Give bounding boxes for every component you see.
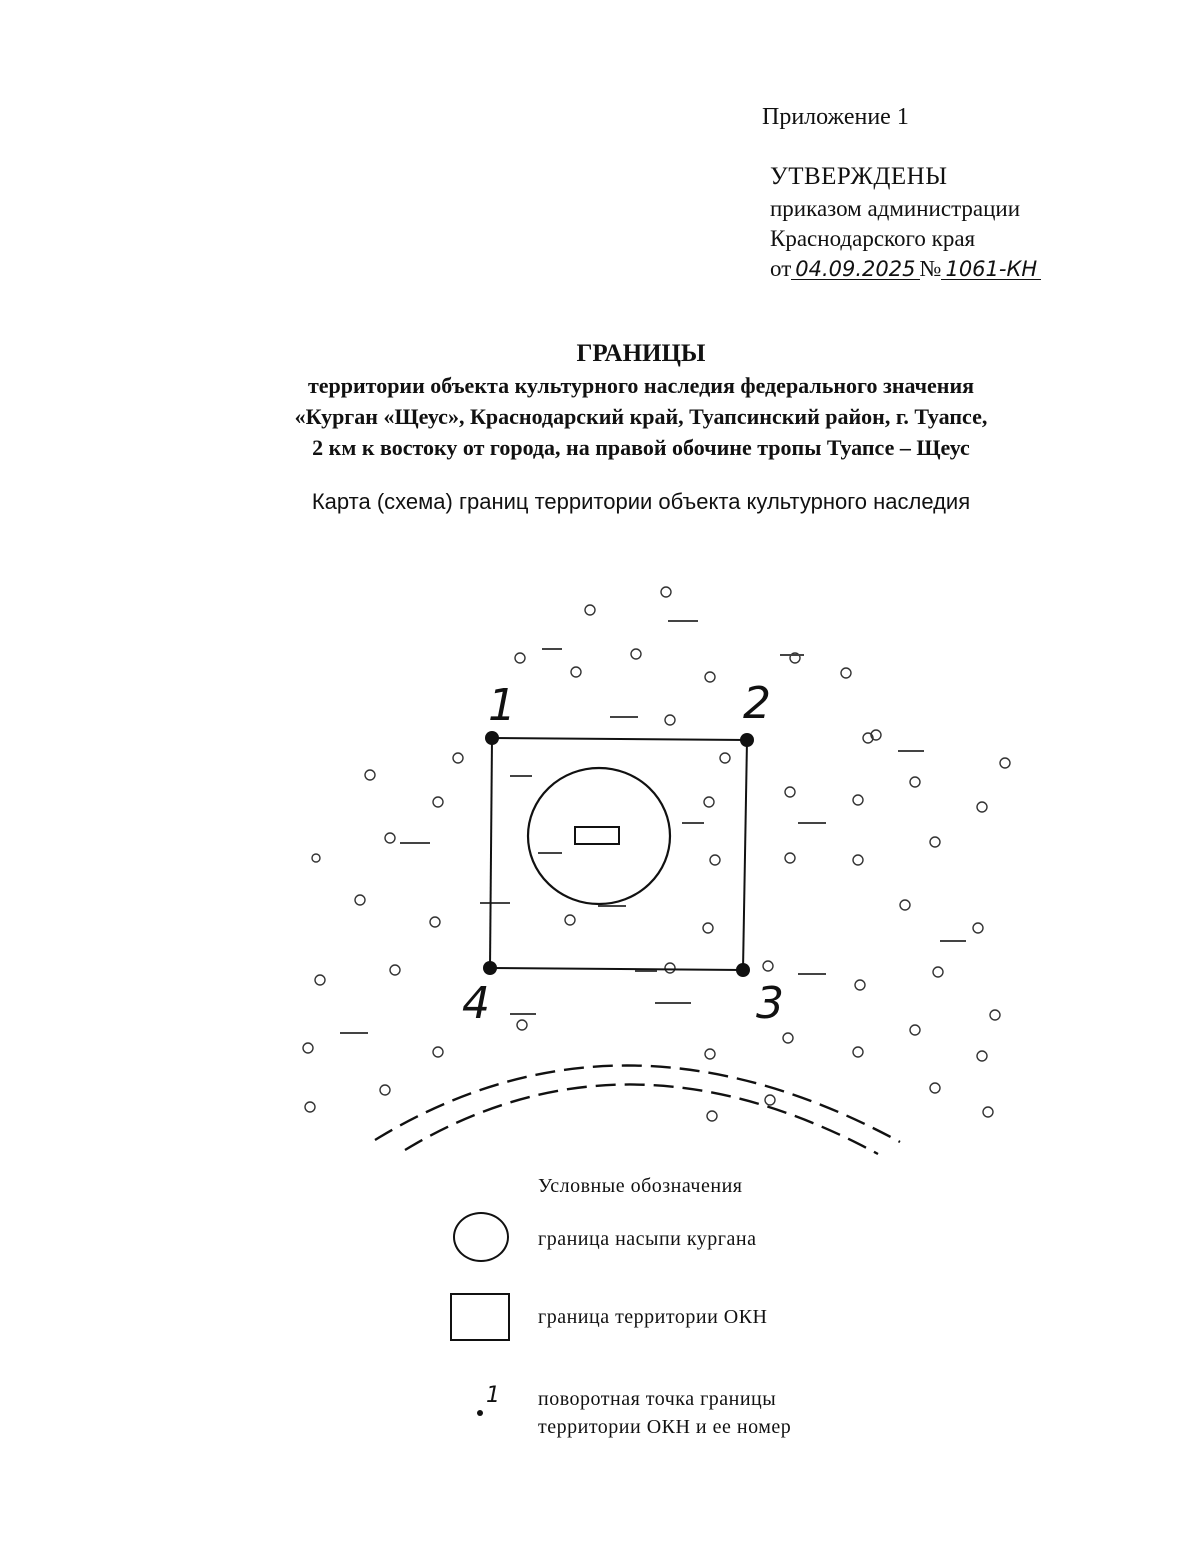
point-label-3: 3 [756,978,784,1029]
forest-symbols [303,587,1010,1121]
legend-territory-symbol [450,1293,510,1341]
document-title: ГРАНИЦЫ [576,340,706,367]
point-label-1: 1 [488,680,516,731]
mound-boundary [528,768,670,904]
legend-mound-symbol [453,1212,509,1262]
legend-turning-point-symbol [470,1380,510,1420]
document-subtitle-line-3: 2 км к востоку от города, на правой обочине тропы Туапсе – Щеус [312,435,970,460]
order-line-1: приказом администрации [770,196,1021,221]
order-line-2: Краснодарского края [770,226,976,251]
turning-point-4 [483,961,497,975]
point-label-4: 4 [462,978,490,1029]
document-subtitle-line-1: территории объекта культурного наследия федерального значения [307,373,975,398]
legend-turning-point-sample: 1 [486,1383,500,1408]
point-label-2: 2 [743,678,771,729]
order-number-prefix: № [919,256,942,281]
vegetation-marks [340,620,966,1034]
legend-mound-label: граница насыпи кургана [538,1228,757,1250]
road [375,1065,900,1154]
document-subtitle-line-2: «Курган «Щеус», Краснодарский край, Туапсинский район, г. Туапсе, [294,404,988,429]
legend-turning-point-line-2: территории ОКН и ее номер [538,1416,792,1438]
order-date: 04.09.2025 [791,259,919,280]
approved-heading: УТВЕРЖДЕНЫ [770,163,948,190]
turning-points [483,731,754,977]
turning-point-2 [740,733,754,747]
mound-center-marker [575,827,619,844]
turning-point-3 [736,963,750,977]
legend-territory-label: граница территории ОКН [538,1306,768,1328]
appendix-label: Приложение 1 [762,104,909,130]
map-caption: Карта (схема) границ территории объекта культурного наследия [311,489,971,514]
order-number: 1061-КН [941,259,1041,280]
legend-title: Условные обозначения [538,1175,743,1197]
legend-turning-point-line-1: поворотная точка границы [538,1388,777,1410]
boundary-map [280,570,1040,1160]
order-date-line [770,256,1041,282]
turning-point-1 [485,731,499,745]
legend-turning-point-label [538,1385,868,1441]
order-date-prefix: от [770,256,792,281]
territory-boundary [490,738,747,970]
